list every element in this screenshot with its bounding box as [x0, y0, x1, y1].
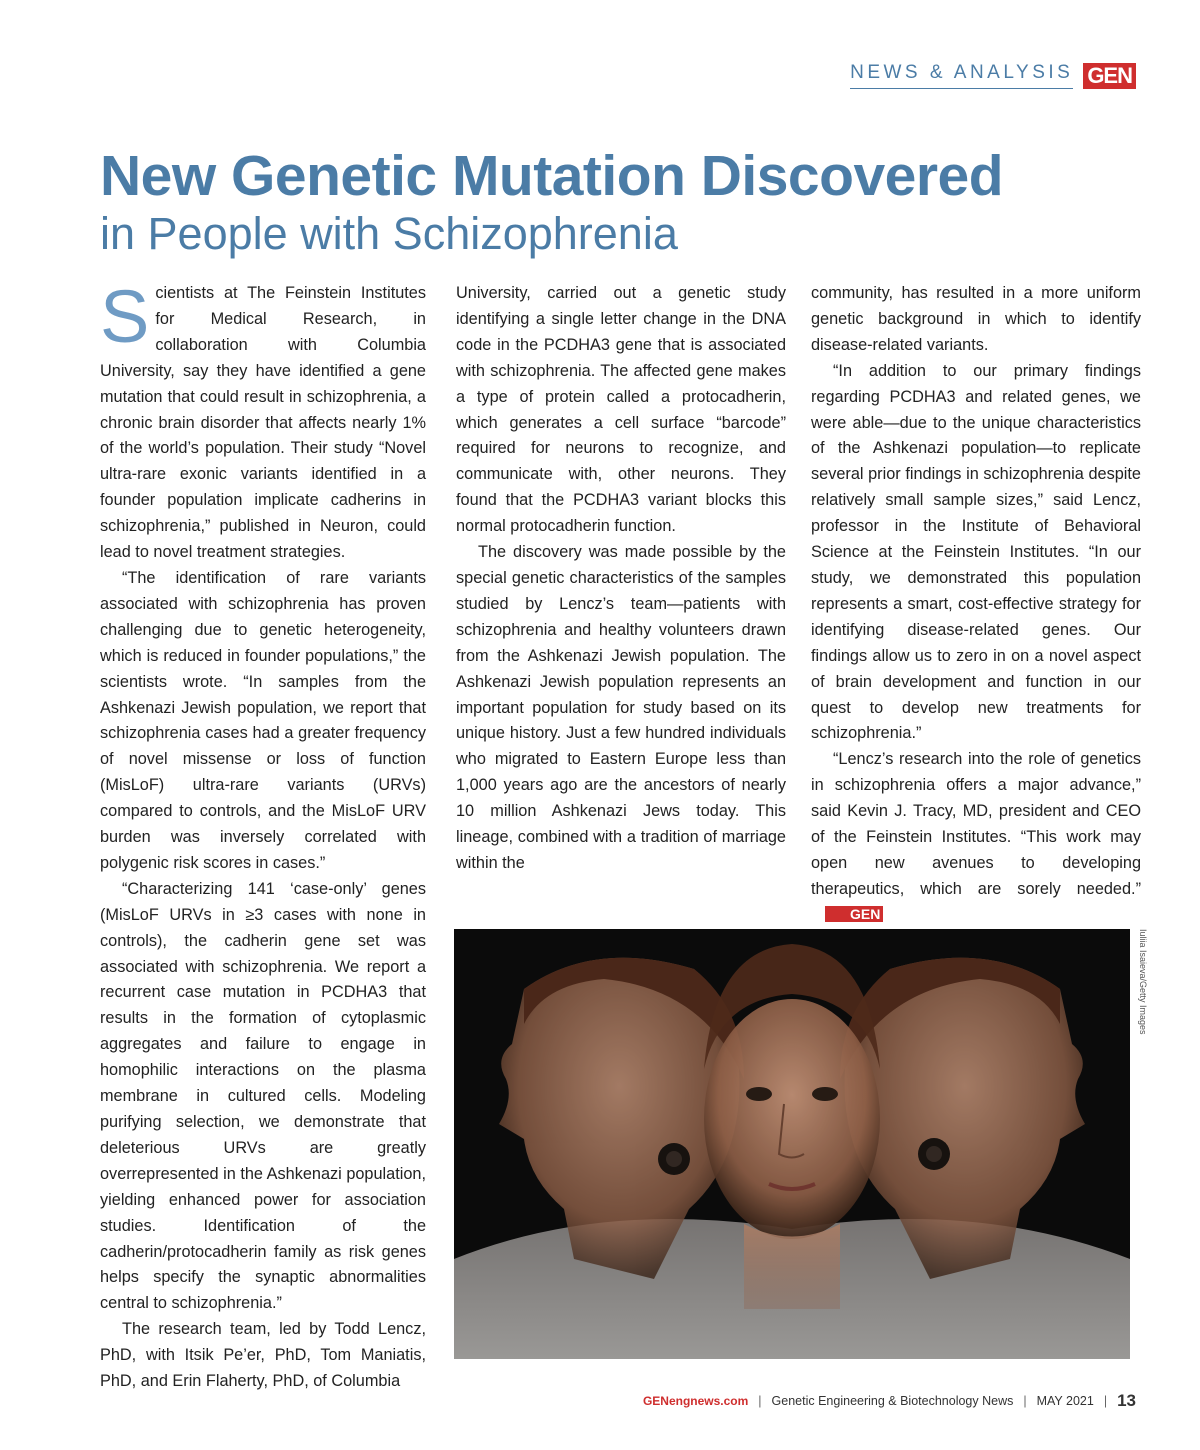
separator: | [758, 1394, 762, 1408]
section-label: NEWS & ANALYSIS [850, 62, 1073, 89]
paragraph: “Characterizing 141 ‘case-only’ genes (MisLoF URVs in ≥3 cases with none in controls), the cadherin gene set was associated with schizophrenia. We report a recurrent case mutation in PCDHA3 that results in the formation of cytoplasmic aggregates and failure to engage in homophilic interactions on the plasma membrane in cultured cells. Modeling purifying selection, we demonstrate that deleterious URVs are greatly overrepresented in the Ashkenazi population, yielding enhanced power for association studies. Identification of the cadherin/protocadherin family as risk genes helps specify the synaptic abnormalities central to schizophrenia.” [100, 879, 426, 1313]
article-subtitle: in People with Schizophrenia [100, 208, 678, 259]
photo-credit: Iuliia Isaieva/Getty Images [1138, 929, 1148, 1035]
page-number: 13 [1117, 1391, 1136, 1410]
article-column-1 [100, 275, 426, 1395]
drop-cap: S [100, 275, 150, 358]
paragraph: The discovery was made possible by the special genetic characteristics of the samples studied by Lencz’s team—patients with schizophrenia and healthy volunteers drawn from the Ashkenazi Jewish population. The Ashkenazi Jewish population represents an important population for study based on its unique history. Just a few hundred individuals who migrated to Eastern Europe less than 1,000 years ago are the ancestors of nearly 10 million Ashkenazi Jews today. This lineage, combined with a tradition of marriage within the [456, 543, 786, 872]
paragraph: The research team, led by Todd Lencz, PhD, with Itsik Pe’er, PhD, Tom Maniatis, PhD, and Erin Flaherty, PhD, of Columbia [100, 1320, 426, 1391]
separator: | [1023, 1394, 1027, 1408]
issue-date: MAY 2021 [1036, 1394, 1094, 1408]
publication-name: Genetic Engineering & Biotechnology News [771, 1394, 1014, 1408]
article-column-2 [456, 281, 786, 877]
article-title: New Genetic Mutation Discovered [100, 144, 1004, 208]
paragraph: “In addition to our primary findings regarding PCDHA3 and related genes, we were able—due to the unique characteristics of the Ashkenazi population—to replicate several prior findings in schizophrenia despite relatively small sample sizes,” said Lencz, professor in the Institute of Behavioral Science at the Feinstein Institutes. “In our study, we demonstrated this population represents a smart, cost-effective strategy for identifying disease-related genes. Our findings allow us to zero in on a novel aspect of brain development and function in our quest to develop new treatments for schizophrenia.” [811, 361, 1141, 743]
paragraph: University, carried out a genetic study identifying a single letter change in the DNA code in the PCDHA3 gene that is associated with schizophrenia. The affected gene makes a type of protein called a protocadherin, which generates a cell surface “barcode” required for neurons to recognize, and communicate with, other neurons. They found that the PCDHA3 variant blocks this normal protocadherin function. [456, 284, 786, 536]
site-link[interactable]: GENengnews.com [642, 1394, 749, 1408]
paragraph: “Lencz’s research into the role of genetics in schizophrenia offers a major advance,” said Kevin J. Tracy, MD, president and CEO of the Feinstein Institutes. “This work may open new avenues to developing therapeutics, which are sorely needed.”GEN [811, 750, 1141, 922]
three-faces-illustration [454, 929, 1130, 1359]
paragraph: community, has resulted in a more uniform genetic background in which to identify disease-related variants. [811, 284, 1141, 354]
separator: | [1103, 1394, 1108, 1408]
section-header [850, 62, 1136, 89]
paragraph: Scientists at The Feinstein Institutes for Medical Research, in collaboration with Columbia University, say they have identified a gene mutation that could result in schizophrenia, a chronic brain disorder that affects nearly 1% of the world’s population. Their study “Novel ultra-rare exonic variants identified in a founder population implicate cadherins in schizophrenia,” published in Neuron, could lead to novel treatment strategies. [100, 275, 426, 562]
gen-end-mark: GEN [825, 906, 883, 922]
page-footer [643, 1391, 1136, 1411]
article-column-3 [811, 281, 1141, 929]
paragraph: “The identification of rare variants associated with schizophrenia has proven challenging due to genetic heterogeneity, which is reduced in founder populations,” the scientists wrote. “In samples from the Ashkenazi Jewish population, we report that schizophrenia cases had a greater frequency of novel missense or loss of function (MisLoF) ultra-rare variants (URVs) compared to controls, and the MisLoF URV burden was inversely correlated with polygenic risk scores in cases.” [100, 568, 426, 872]
gen-logo: GEN [1083, 63, 1136, 89]
article-photo [454, 929, 1130, 1359]
